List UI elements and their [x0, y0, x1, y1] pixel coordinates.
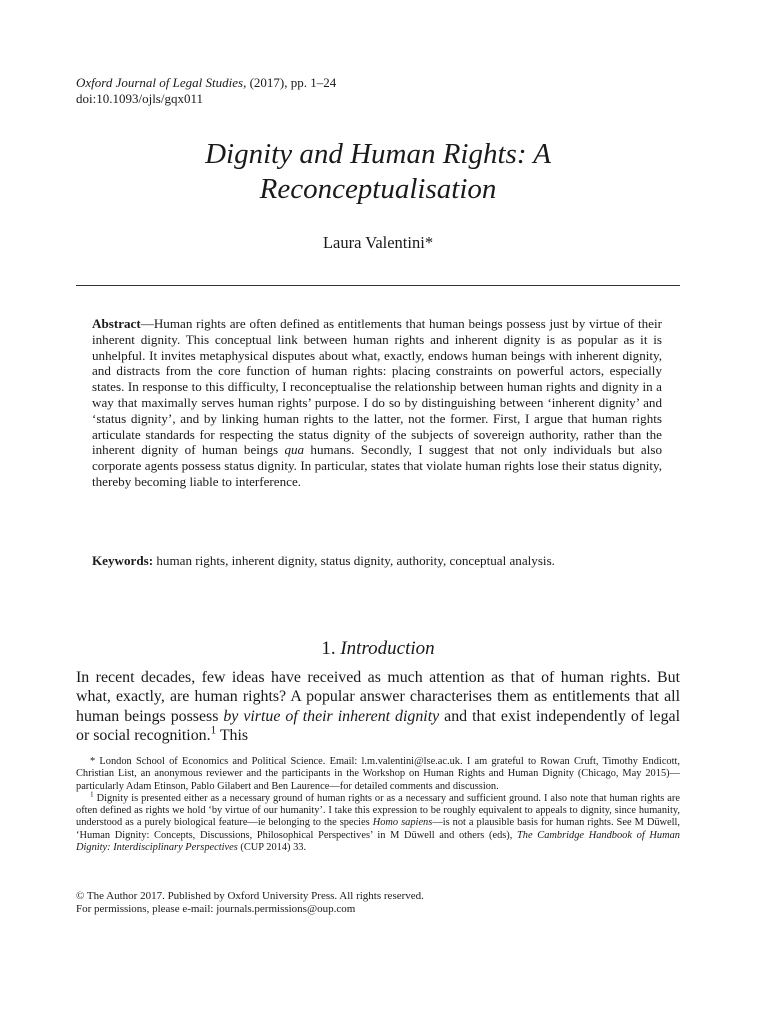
footnote-1-species: Homo sapiens: [372, 817, 433, 829]
body-text-italic: by virtue of their inherent dignity: [223, 707, 440, 725]
permissions-line: For permissions, please e-mail: journals.permissions@oup.com: [76, 903, 356, 915]
author-name: Laura Valentini: [322, 233, 425, 252]
doi: doi:10.1093/ojls/gqx011: [76, 91, 203, 106]
article-title: [76, 137, 680, 207]
journal-header: [76, 75, 336, 107]
footnote-1-text-a: Dignity is presented either as a necessary ground of human rights or as a necessary and sufficient ground. I also note that human rights are often defined as rights we hold ‘by virtue of our humanity’. I take this expression to be roughly equivalent to appeals to dignity, since humanity, understood as a purely biological feature—ie belonging to the species: [76, 792, 680, 829]
abstract: [92, 316, 662, 490]
abstract-text-b: humans. Secondly, I suggest that not only individuals but also corporate agents possess status dignity. In particular, states that violate human rights lose their status dignity, thereby becoming liable to interference.: [92, 442, 662, 489]
copyright-line: © The Author 2017. Published by Oxford University Press. All rights reserved.: [76, 890, 424, 902]
footnotes: [76, 756, 680, 854]
keywords-text: human rights, inherent dignity, status dignity, authority, conceptual analysis.: [153, 553, 555, 568]
keywords: [92, 553, 662, 569]
title-divider: [76, 285, 680, 286]
section-number: 1.: [321, 638, 336, 659]
footnote-1-book: The Cambridge Handbook of Human Dignity: Interdisciplinary Perspectives: [76, 829, 680, 854]
footnote-1: [76, 790, 681, 854]
footnote-1-text-c: (CUP 2014) 33.: [237, 842, 307, 854]
footnote-star: * London School of Economics and Political Science. Email: l.m.valentini@lse.ac.uk. I am grateful to Rowan Cruft, Timothy Endicott, Christian List, an anonymous reviewer and the participants in the Workshop on Human Rights and Human Dignity (Chicago, May 2015)—particularly Adam Etinson, Pablo Gilabert and Ben Laurence—for detailed comments and discussion.: [76, 756, 680, 792]
copyright-notice: [76, 890, 680, 916]
abstract-label: Abstract: [92, 316, 141, 331]
title-line-1: Dignity and Human Rights: A: [205, 138, 551, 170]
abstract-text-a: —Human rights are often defined as entitlements that human beings possess just by virtue of their inherent dignity. This conceptual link between human rights and inherent dignity is as popular as it is unhelpful. It invites metaphysical disputes about what, exactly, endows human beings with inherent dignity, and distracts from the core function of human rights: placing constraints on powerful actors, especially states. In response to this difficulty, I reconceptualise the relationship between human rights and dignity in a way that maximally serves human rights’ purpose. I do so by distinguishing between ‘inherent dignity’ and ‘status dignity’, and by linking human rights to the latter, not the former. First, I argue that human rights articulate standards for respecting the status dignity of the subjects of sovereign authority, rather than the inherent dignity of human beings: [92, 316, 662, 458]
body-text-a: In recent decades, few ideas have received as much attention as that of human rights. But what, exactly, are human rights? A popular answer characterises them as entitlements that all human beings possess: [76, 669, 680, 725]
body-text-c: This: [216, 726, 249, 744]
keywords-label: Keywords:: [92, 553, 154, 568]
footnote-ref-1[interactable]: 1: [210, 724, 217, 737]
footnote-1-text-b: —is not a plausible basis for human rights. See M Düwell, ‘Human Dignity: Concepts, Discussions, Philosophical Perspectives’ in M Düwell and others (eds),: [76, 817, 681, 841]
section-title: Introduction: [340, 638, 435, 659]
citation-details: , (2017), pp. 1–24: [243, 75, 337, 90]
abstract-qua: qua: [284, 442, 305, 458]
author-footnote-mark: *: [424, 233, 434, 252]
author-line: [76, 233, 680, 253]
footnote-1-number: 1: [90, 790, 94, 799]
body-paragraph: [76, 668, 680, 745]
section-heading: [76, 638, 680, 660]
body-text-b: and that exist independently of legal or social recognition.: [76, 707, 680, 744]
title-line-2: Reconceptualisation: [259, 173, 497, 205]
citation-line: [76, 75, 336, 91]
journal-name: Oxford Journal of Legal Studies: [76, 75, 244, 90]
